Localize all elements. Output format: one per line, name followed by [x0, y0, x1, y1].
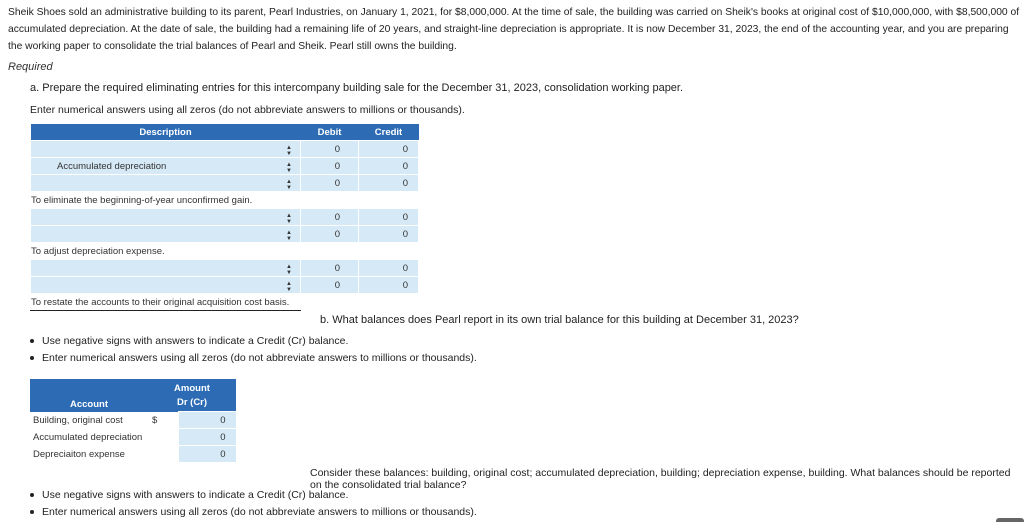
- currency-prefix: [148, 429, 178, 446]
- credit-header: Credit: [359, 124, 419, 141]
- account-header: Account: [30, 379, 148, 412]
- updown-select-icon: ▲: [286, 145, 292, 151]
- debit-header: Debit: [301, 124, 359, 141]
- credit-input[interactable]: 0: [359, 260, 419, 277]
- pearl-balances-table: [30, 379, 237, 463]
- updown-select-icon: ▼: [286, 185, 292, 191]
- memo-spacer: [301, 243, 359, 260]
- part-b-question: b. What balances does Pearl report in its own trial balance for this building at December 31, 2023?: [320, 314, 799, 326]
- memo-row: [31, 243, 419, 260]
- updown-select-icon: ▼: [286, 151, 292, 157]
- entry-row: [31, 141, 419, 158]
- memo-spacer: [359, 294, 419, 311]
- entry-memo: To adjust depreciation expense.: [31, 243, 301, 260]
- account-select[interactable]: [31, 158, 301, 175]
- amount-input[interactable]: 0: [178, 412, 236, 429]
- entry-memo: To restate the accounts to their original acquisition cost basis.: [31, 294, 301, 311]
- updown-select-icon: ▼: [286, 287, 292, 293]
- part-c-bullet: Use negative signs with answers to indicate a Credit (Cr) balance.: [30, 489, 348, 501]
- credit-input[interactable]: 0: [359, 158, 419, 175]
- entry-row: [31, 209, 419, 226]
- credit-input[interactable]: 0: [359, 141, 419, 158]
- updown-select-icon: ▼: [286, 270, 292, 276]
- memo-spacer: [359, 192, 419, 209]
- dr-cr-header: Dr (Cr): [148, 395, 236, 412]
- credit-input[interactable]: 0: [359, 226, 419, 243]
- entry-row: [31, 226, 419, 243]
- account-label: Accumulated depreciation: [33, 431, 143, 443]
- problem-paragraph: Sheik Shoes sold an administrative building to its parent, Pearl Industries, on January 1, 2021, for $8,000,000. At the time of sale, the building was carried on Sheik's books at original cost of $10,000,000, with $8,500,000 of accumulated depreciation. At the date of sale, the building had a remaining life of 20 years, and straight-line depreciation is appropriate. It is now December 31, 2023, the end of the accounting year, and you are preparing the working paper to consolidate the trial balances of Pearl and Sheik. Pearl still owns the building.: [8, 7, 1020, 52]
- account-select[interactable]: [31, 277, 301, 294]
- debit-input[interactable]: 0: [301, 158, 359, 175]
- debit-input[interactable]: 0: [301, 209, 359, 226]
- entry-row: [31, 175, 419, 192]
- description-header: Description: [31, 124, 301, 141]
- updown-select-icon: ▲: [286, 230, 292, 236]
- scroll-indicator[interactable]: [996, 518, 1024, 522]
- updown-select-icon: ▼: [286, 168, 292, 174]
- updown-select-icon: ▲: [286, 213, 292, 219]
- currency-prefix: [148, 446, 178, 463]
- updown-select-icon: ▲: [286, 179, 292, 185]
- entry-memo: To eliminate the beginning-of-year unconfirmed gain.: [31, 192, 301, 209]
- account-select-value: Accumulated depreciation: [57, 160, 167, 172]
- amount-header: Amount: [148, 379, 236, 395]
- required-label: Required: [8, 61, 53, 73]
- balance-row: [30, 429, 236, 446]
- memo-row: [31, 192, 419, 209]
- part-a-question: a. Prepare the required eliminating entries for this intercompany building sale for the December 31, 2023, consolidation working paper.: [30, 82, 684, 94]
- amount-input[interactable]: 0: [178, 429, 236, 446]
- part-c-question: Consider these balances: building, original cost; accumulated depreciation, building; depreciation expense, building. What balances should be reported on the consolidated trial balance?: [310, 467, 1011, 491]
- entry-row: [31, 277, 419, 294]
- memo-spacer: [301, 192, 359, 209]
- debit-input[interactable]: 0: [301, 277, 359, 294]
- debit-input[interactable]: 0: [301, 175, 359, 192]
- account-select[interactable]: [31, 209, 301, 226]
- debit-input[interactable]: 0: [301, 226, 359, 243]
- updown-select-icon: ▲: [286, 264, 292, 270]
- part-c-bullet: Enter numerical answers using all zeros (do not abbreviate answers to millions or thousands).: [30, 506, 477, 518]
- part-b-bullet: Use negative signs with answers to indicate a Credit (Cr) balance.: [30, 335, 348, 347]
- memo-spacer: [359, 243, 419, 260]
- account-select[interactable]: [31, 260, 301, 277]
- credit-input[interactable]: 0: [359, 175, 419, 192]
- memo-row: [31, 294, 419, 311]
- credit-input[interactable]: 0: [359, 209, 419, 226]
- account-select[interactable]: [31, 226, 301, 243]
- updown-select-icon: ▼: [286, 219, 292, 225]
- part-b-bullet: Enter numerical answers using all zeros (do not abbreviate answers to millions or thousands).: [30, 352, 477, 364]
- part-a-instruction: Enter numerical answers using all zeros (do not abbreviate answers to millions or thousands).: [30, 104, 465, 116]
- updown-select-icon: ▲: [286, 162, 292, 168]
- credit-input[interactable]: 0: [359, 277, 419, 294]
- debit-input[interactable]: 0: [301, 260, 359, 277]
- account-select[interactable]: [31, 175, 301, 192]
- amount-input[interactable]: 0: [178, 446, 236, 463]
- updown-select-icon: ▼: [286, 236, 292, 242]
- entry-row: [31, 260, 419, 277]
- account-label: Building, original cost: [33, 414, 123, 426]
- account-select[interactable]: [31, 141, 301, 158]
- entry-row: [31, 158, 419, 175]
- balance-row: [30, 412, 236, 429]
- debit-input[interactable]: 0: [301, 141, 359, 158]
- balance-row: [30, 446, 236, 463]
- account-label: Depreciaiton expense: [33, 448, 125, 460]
- eliminating-entries-table: [30, 124, 419, 311]
- memo-spacer: [301, 294, 359, 311]
- updown-select-icon: ▲: [286, 281, 292, 287]
- currency-prefix: $: [152, 414, 158, 426]
